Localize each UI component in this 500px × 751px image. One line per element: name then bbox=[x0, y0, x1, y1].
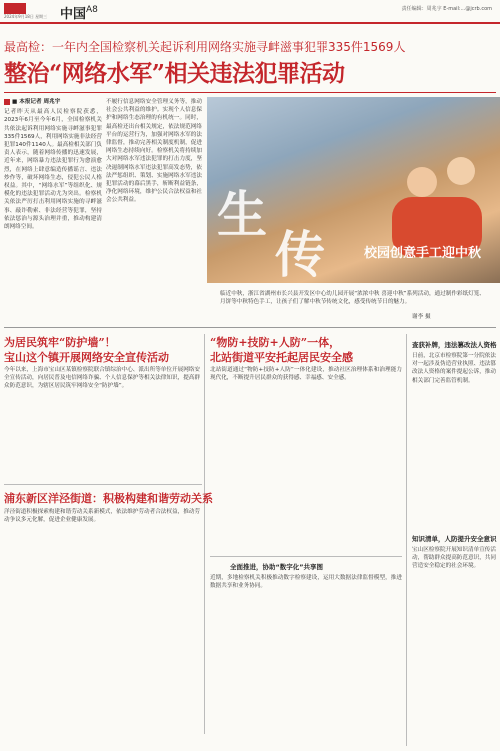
article-a-subtitle: 宝山这个镇开展网络安全宣传活动 bbox=[4, 351, 169, 364]
column-divider bbox=[406, 334, 407, 746]
article-e-body: 近期，多地检察机关积极推动数字检察建设，运用大数据法律监督模型，推进数据共享和业务协同。 bbox=[210, 575, 402, 590]
news-photo bbox=[207, 97, 500, 283]
article-a-title: 为居民筑牢“防护墙”！ bbox=[4, 336, 116, 349]
lead-headline: 整治“网络水军”相关违法犯罪活动 bbox=[4, 60, 345, 87]
byline: ■ 本报记者 周兆宇 bbox=[12, 99, 61, 105]
editor-credits: 责任编辑：周兆宇 E-mail:...@jcrb.com bbox=[401, 6, 492, 12]
column-divider bbox=[204, 334, 205, 734]
article-a-body: 今年以来，上海市宝山区某镇检察院联合镇综治中心、派出所等单位开展网络安全宣传活动，向居民普及电信网络诈骗、个人信息保护等相关法律知识，提高群众防范意识，为辖区居民筑牢网络安全“防护墙”。 bbox=[4, 367, 200, 390]
child-figure bbox=[407, 167, 437, 197]
photo-credit: 谢李 摄 bbox=[412, 314, 431, 320]
overlay-character: 传 bbox=[275, 225, 325, 283]
section-rule bbox=[4, 484, 202, 485]
photo-caption: 校园创意手工迎中秋 bbox=[364, 246, 482, 261]
article-e-title: 全面推进，协助“数字化”共享图 bbox=[230, 563, 324, 571]
lead-column-2 bbox=[106, 98, 202, 324]
article-c-body: 洋泾街道积极探索构建和谐劳动关系新模式，依法维护劳动者合法权益，推动劳动争议多元化解，促进企业健康发展。 bbox=[4, 509, 200, 524]
lead-column-1 bbox=[4, 98, 102, 324]
newspaper-logo bbox=[4, 3, 26, 14]
masthead bbox=[0, 0, 500, 24]
lead-body-1: 记者昨天从最高人民检察院获悉，2023年6月至今年6月，全国检察机关共依法起诉利用网络实施寻衅滋事犯罪335件1569人，利用网络实施非法经营犯罪140件1140人。最高检相关部门负责人表示，随着网络传播的迅速发展，近年来，网络暴力违法犯罪行为愈演愈烈，在网络上肆意编造传播谣言、违法炒作等，破坏网络生态，侵犯公民人格权益。其中，“网络水军”等组织化、规模化的违法犯罪活动尤为突出。检察机关依法严厉打击利用网络实施的寻衅滋事、敲诈勒索、非法经营等犯罪，坚持依法惩治与源头治理并重，推动构建清朗网络空间。 bbox=[4, 109, 102, 231]
overlay-character: 生 bbox=[217, 185, 267, 244]
article-f-body: 宝山区检察院开展知识清单宣传活动，帮助群众提高防范意识，共同营造安全稳定的社会环境。 bbox=[412, 547, 496, 570]
page-number: A8 bbox=[86, 5, 98, 15]
section-rule bbox=[210, 556, 402, 557]
section-rule bbox=[4, 327, 496, 328]
photo-description: 临近中秋，浙江省湖州市长兴县开发区中心幼儿园开展“浓浓中秋 喜迎中秋”系列活动，通过制作彩纸灯笼、月饼等中秋特色手工，让孩子们了解中秋节传统文化，感受传统节日的魅力。 bbox=[220, 291, 485, 306]
article-b-title: “物防+技防+人防”一体， bbox=[210, 336, 341, 349]
article-c-title: 浦东新区洋泾街道：积极构建和谐劳动关系 bbox=[4, 492, 213, 505]
byline-marker bbox=[4, 99, 10, 105]
headline-rule bbox=[4, 92, 496, 93]
article-d-title: 查获补牌，违法篡改法人资格 bbox=[412, 341, 497, 349]
lead-body-2: 不履行信息网络安全管理义务等，推动社会公共利益的维护。实现个人信息保护和网络生态治理的有机统一。同时，最高检还出台相关规定，依法规范网络平台的运营行为，加强对网络水军的法律监督，推动完善相关制度机制，促进网络生态持续向好。检察机关将持续加大对网络水军违法犯罪的打击力度，坚决遏制网络水军违法犯罪高发态势，依法严惩组织、策划、实施网络水军违法犯罪活动的幕后黑手，斩断利益链条，净化网络环境，维护公民合法权益和社会公共利益。 bbox=[106, 99, 202, 204]
article-f-title: 知识清单，人防提升安全意识 bbox=[412, 535, 497, 543]
article-b-subtitle: 北站街道平安托起居民安全感 bbox=[210, 351, 353, 364]
article-d-body: 日前，北京市检察院第一分院依法对一起涉及伪造营业执照、违法篡改法人资格的案件提起公诉，推动相关部门完善监管机制。 bbox=[412, 353, 496, 384]
child-figure bbox=[447, 157, 475, 185]
lead-kicker: 最高检：一年内全国检察机关起诉利用网络实施寻衅滋事犯罪335件1569人 bbox=[4, 40, 406, 54]
section-name: 中国 bbox=[60, 7, 87, 22]
issue-date: 2024年9月18日 星期三 bbox=[4, 14, 48, 19]
article-b-body: 北站街道通过“物防+技防+人防”一体化建设，推动社区治理体系和治理能力现代化，不断提升居民群众的获得感、幸福感、安全感。 bbox=[210, 367, 402, 382]
